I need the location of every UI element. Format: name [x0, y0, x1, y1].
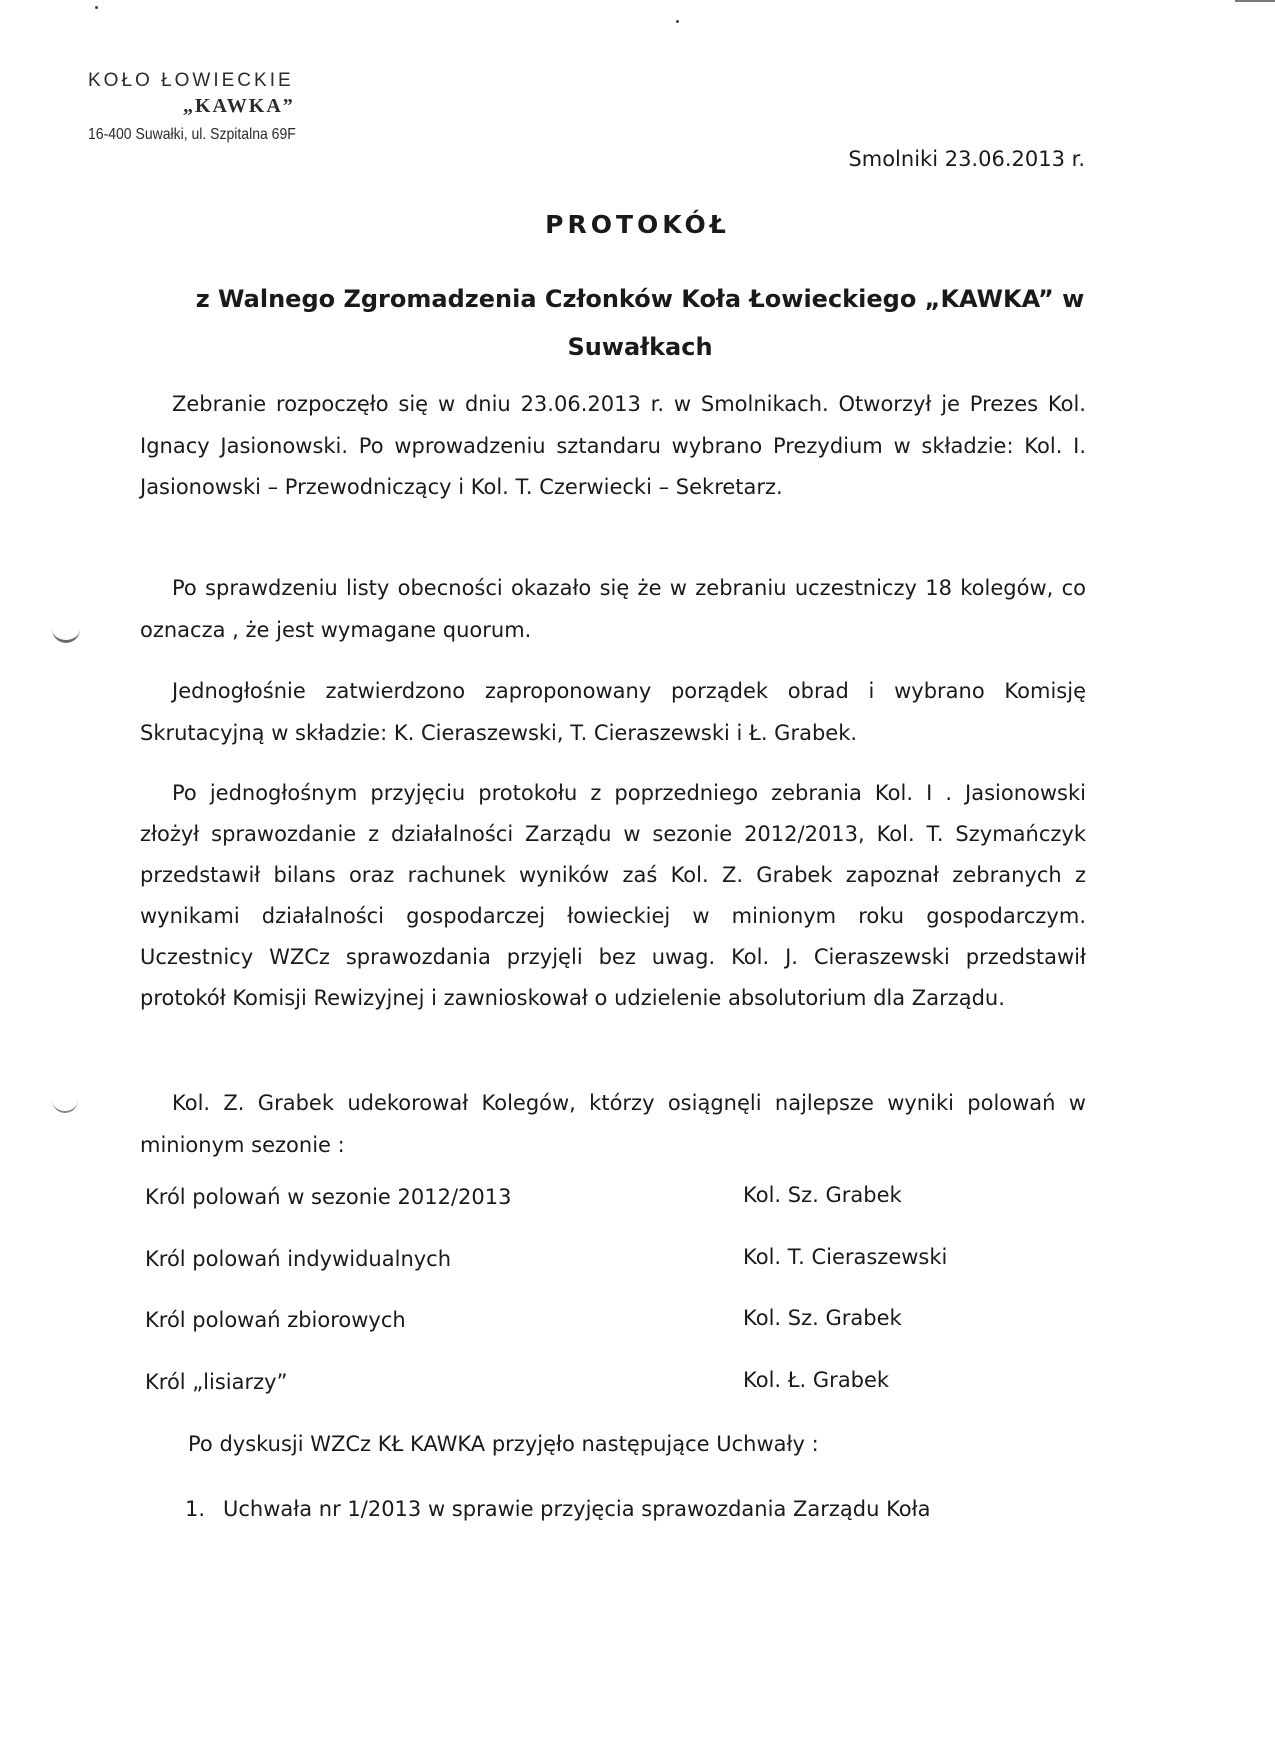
resolutions-list	[185, 1497, 931, 1521]
club-stamp	[88, 70, 388, 143]
award-winner: Kol. Sz. Grabek	[743, 1183, 902, 1207]
paragraph-agenda: Jednogłośnie zatwierdzono zaproponowany porządek obrad i wybrano Komisję Skrutacyjną w składzie: K. Cieraszewski, T. Cieraszewski i Ł. Grabek.	[140, 679, 1086, 745]
resolution-item	[185, 1497, 931, 1521]
stamp-address: 16-400 Suwałki, ul. Szpitalna 69F	[88, 124, 296, 143]
award-winner: Kol. Sz. Grabek	[743, 1306, 902, 1330]
paragraph-quorum: Po sprawdzeniu listy obecności okazało się że w zebraniu uczestniczy 18 kolegów, co oznacza , że jest wymagane quorum.	[140, 576, 1086, 642]
resolutions-intro: Po dyskusji WZCz KŁ KAWKA przyjęło następujące Uchwały :	[188, 1432, 819, 1456]
stamp-club-name: KOŁO ŁOWIECKIE	[88, 70, 294, 91]
award-title: Król polowań w sezonie 2012/2013	[145, 1185, 512, 1209]
award-winner: Kol. Ł. Grabek	[743, 1367, 890, 1392]
paragraph-awards-intro: Kol. Z. Grabek udekorował Kolegów, którzy osiągnęli najlepsze wyniki polowań w minionym sezonie :	[140, 1091, 1086, 1157]
scan-speck	[95, 6, 98, 9]
document-title: PROTOKÓŁ	[545, 210, 730, 239]
award-title: Król polowań indywidualnych	[145, 1246, 452, 1271]
punch-hole-mark	[52, 618, 80, 643]
paragraph-reports: Po jednogłośnym przyjęciu protokołu z poprzedniego zebrania Kol. I . Jasionowski złożył sprawozdanie z działalności Zarządu w sezonie 2012/2013, Kol. T. Szymańczyk przedstawił bilans oraz rachunek wyników zaś Kol. Z. Grabek zapoznał zebranych z wynikami działalności gospodarczej łowieckiej w minionym roku gospodarczym. Uczestnicy WZCz sprawozdania przyjęli bez uwag. Kol. J. Cieraszewski przedstawił protokół Komisji Rewizyjnej i zawnioskował o udzielenie absolutorium dla Zarządu.	[140, 781, 1086, 1010]
awards-list	[145, 1185, 1045, 1431]
award-title: Król „lisiarzy”	[145, 1369, 288, 1394]
award-row	[145, 1367, 1045, 1432]
stamp-club-emblem-name: „KAWKA”	[183, 95, 295, 117]
paragraph-opening: Zebranie rozpoczęło się w dniu 23.06.2013 r. w Smolnikach. Otworzył je Prezes Kol. Ignacy Jasionowski. Po wprowadzeniu sztandaru wybrano Prezydium w składzie: Kol. I. Jasionowski – Przewodniczący i Kol. T. Czerwiecki – Sekretarz.	[140, 392, 1086, 499]
scan-speck	[676, 20, 679, 23]
document-date: Smolniki 23.06.2013 r.	[848, 147, 1085, 171]
award-row	[145, 1308, 1045, 1370]
punch-hole-mark	[52, 1097, 78, 1113]
resolution-number: 1.	[185, 1497, 206, 1521]
award-winner: Kol. T. Cieraszewski	[743, 1244, 948, 1269]
document-subtitle: z Walnego Zgromadzenia Członków Koła Łowieckiego „KAWKA” w Suwałkach	[195, 285, 1085, 361]
award-title: Król polowań zbiorowych	[145, 1308, 406, 1332]
scan-edge-mark	[1235, 0, 1275, 2]
award-row	[145, 1185, 1045, 1247]
award-row	[145, 1244, 1045, 1309]
resolution-text: Uchwała nr 1/2013 w sprawie przyjęcia sprawozdania Zarządu Koła	[223, 1497, 931, 1521]
